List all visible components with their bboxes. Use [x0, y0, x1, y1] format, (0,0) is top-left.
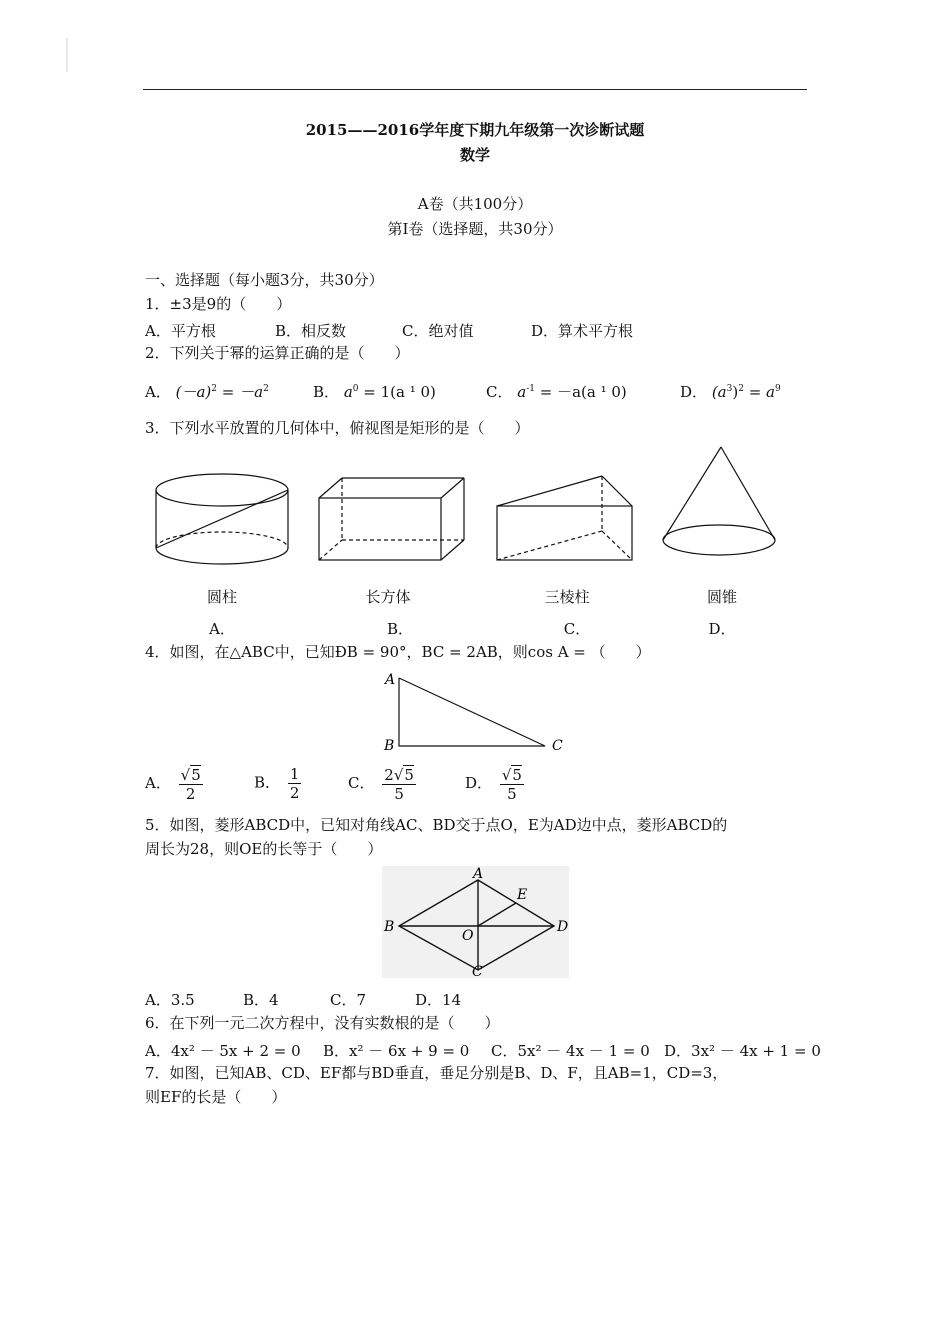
- q3-name-cylinder: 圆柱: [206, 588, 237, 606]
- q4-b-letter: B．: [254, 773, 281, 792]
- q1-option-c: C．绝对值: [402, 322, 474, 340]
- q2-a-letter: A．: [145, 383, 171, 401]
- q4-triangle-figure: [380, 668, 580, 756]
- q2-d-base: (a: [711, 383, 727, 401]
- q1-option-d: D．算术平方根: [531, 322, 634, 340]
- q2-c-base: a: [517, 383, 527, 401]
- q4-d-letter: D．: [465, 774, 493, 792]
- q5-stem-line1: 5．如图，菱形ABCD中，已知对角线AC、BD交于点O，E为AD边中点，菱形ABCD的: [145, 816, 728, 834]
- q4-b-den: 2: [289, 784, 300, 802]
- q4-label-c: C: [552, 738, 563, 754]
- q2-option-a: [145, 381, 269, 402]
- q3-name-cone: 圆锥: [706, 588, 737, 606]
- right-triangle-shape: [399, 678, 545, 746]
- q3-letter-b: B．: [386, 620, 414, 638]
- q5-label-o: O: [462, 928, 474, 944]
- q2-d-exp2: 2: [738, 384, 744, 394]
- cuboid-shape: [319, 478, 464, 560]
- q4-c-fraction: $\frac{2√5}{5}$: [384, 766, 414, 803]
- q4-label-a: A: [385, 672, 396, 688]
- q4-b-fraction: [288, 765, 302, 802]
- scan-edge-mark: [66, 38, 68, 72]
- q5-rhombus-figure: [382, 866, 569, 978]
- q2-d-letter: D．: [680, 383, 708, 401]
- q5-figure-background: [382, 866, 569, 978]
- q2-c-letter: C．: [486, 383, 513, 401]
- q6-option-c: C．5x² － 4x － 1 = 0: [491, 1042, 650, 1060]
- q2-b-base: a: [343, 383, 353, 401]
- q5-option-a: A．3.5: [145, 991, 195, 1009]
- q2-b-letter: B．: [313, 383, 340, 401]
- q3-solids-figure: [150, 440, 800, 575]
- q1-option-b: B．相反数: [275, 322, 347, 340]
- q4-option-a: [145, 765, 206, 803]
- exam-title: 2015——2016学年度下期九年级第一次诊断试题: [305, 121, 645, 139]
- q3-letter-d: D．: [708, 620, 736, 638]
- q4-d-num: 5: [512, 766, 522, 784]
- q5-label-e: E: [517, 887, 528, 903]
- q2-a-lhs: (－a): [175, 383, 212, 401]
- q2-a-rest: = －a: [217, 383, 264, 401]
- section-heading: 一、选择题（每小题3分，共30分）: [145, 271, 384, 289]
- q4-a-letter: A．: [145, 774, 171, 792]
- q2-c-rest: = －a(a ¹ 0): [535, 383, 627, 401]
- q6-option-d: D．3x² － 4x + 1 = 0: [664, 1042, 821, 1060]
- q7-stem-line1: 7．如图，已知AB、CD、EF都与BD垂直，垂足分别是B、D、F，且AB=1，CD=3，: [145, 1064, 728, 1082]
- q2-a-exp2: 2: [263, 384, 269, 394]
- q2-a-exp: 2: [211, 384, 218, 394]
- q5-label-d: D: [557, 919, 569, 935]
- q2-option-b: [313, 381, 436, 402]
- q4-stem: 4．如图，在△ABC中，已知ÐB = 90°，BC = 2AB，则cos A = （ ）: [145, 643, 651, 661]
- q4-a-den: 2: [185, 785, 196, 803]
- q4-c-den: 5: [394, 785, 404, 803]
- q4-option-c: [348, 765, 419, 803]
- header-rule: [143, 89, 807, 90]
- q4-d-den: 5: [507, 785, 517, 803]
- q2-d-exp: 3: [726, 384, 733, 394]
- cylinder-shape: [156, 474, 288, 564]
- q4-b-num: 1: [289, 765, 300, 783]
- q3-letter-a: A．: [209, 620, 235, 638]
- q4-c-letter: C．: [348, 774, 375, 792]
- part-heading: 第Ⅰ卷（选择题，共30分）: [387, 220, 563, 238]
- triangular-prism-shape: [497, 476, 632, 560]
- q2-b-rest: = 1(a ¹ 0): [358, 383, 436, 401]
- q2-d-rest: = a: [743, 383, 775, 401]
- q4-a-num: 5: [191, 766, 201, 784]
- q3-letter-c: C．: [563, 620, 591, 638]
- q2-d-exp3: 9: [775, 384, 781, 394]
- q3-name-cuboid: 长方体: [365, 588, 411, 606]
- q4-option-b: [254, 765, 304, 802]
- q4-c-num: 5: [404, 766, 414, 784]
- q5-option-c: C．7: [330, 991, 367, 1009]
- q4-a-fraction: $\frac{√5}{2}$: [180, 766, 201, 803]
- q3-stem: 3．下列水平放置的几何体中，俯视图是矩形的是（ ）: [145, 419, 530, 437]
- exam-subject: 数学: [459, 146, 490, 164]
- q2-option-c: [486, 381, 627, 402]
- q5-label-c: C: [472, 964, 483, 978]
- q7-stem-line2: 则EF的长是（ ）: [145, 1088, 287, 1106]
- q6-option-a: A．4x² － 5x + 2 = 0: [145, 1042, 301, 1060]
- q4-c-coef: 2: [384, 766, 394, 784]
- q1-stem: 1．±3是9的（ ）: [145, 295, 292, 313]
- q3-name-prism: 三棱柱: [544, 588, 590, 606]
- volume-heading: A卷（共100分）: [417, 195, 533, 213]
- q2-stem: 2．下列关于幂的运算正确的是（ ）: [145, 344, 410, 362]
- q5-label-a: A: [473, 866, 484, 882]
- q4-label-b: B: [384, 738, 395, 754]
- q6-option-b: B．x² － 6x + 9 = 0: [323, 1042, 470, 1060]
- q4-d-fraction: $\frac{√5}{5}$: [501, 766, 522, 803]
- q5-stem-line2: 周长为28，则OE的长等于（ ）: [145, 840, 383, 858]
- q1-option-a: A．平方根: [145, 322, 216, 340]
- q5-label-b: B: [384, 919, 395, 935]
- q2-d-mid: ): [732, 383, 739, 401]
- q5-option-d: D．14: [415, 991, 462, 1009]
- q2-b-exp: 0: [352, 384, 359, 394]
- q4-option-d: [465, 765, 527, 803]
- q2-c-exp: -1: [526, 384, 535, 394]
- q6-stem: 6．在下列一元二次方程中，没有实数根的是（ ）: [145, 1014, 500, 1032]
- q5-option-b: B．4: [243, 991, 279, 1009]
- cone-shape: [663, 447, 775, 555]
- q2-option-d: [680, 381, 781, 402]
